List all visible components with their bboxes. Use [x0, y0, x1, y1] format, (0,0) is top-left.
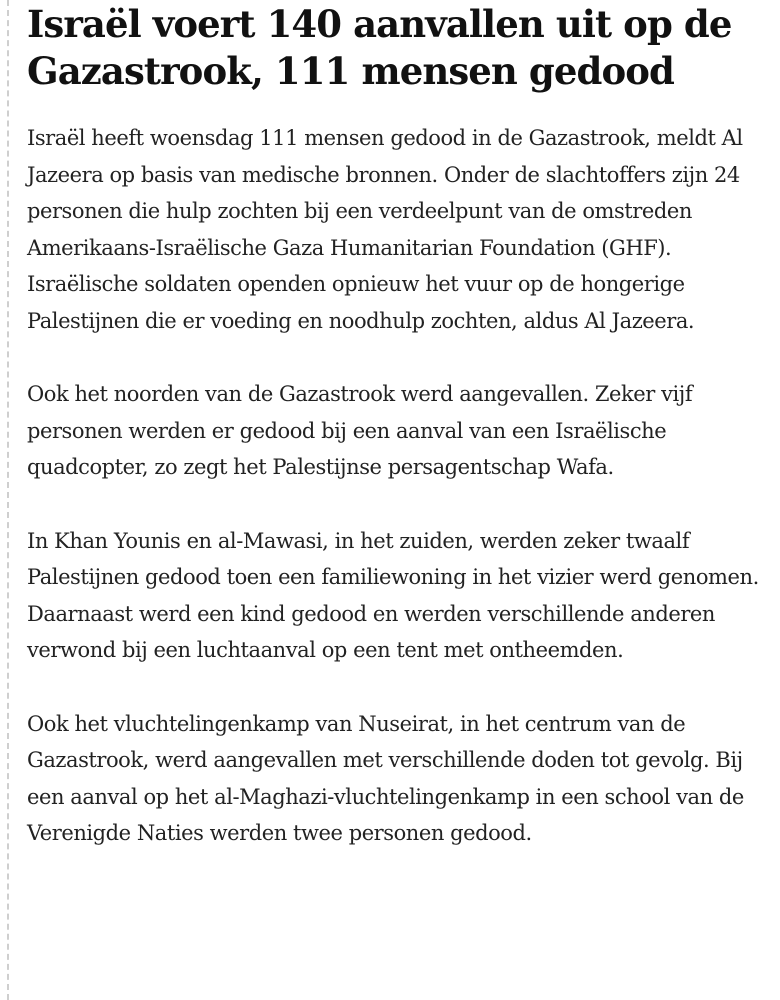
- left-dashed-border: [7, 0, 9, 1000]
- article-paragraph-2: Ook het noorden van de Gazastrook werd aangevallen. Zeker vijf personen werden er gedood bij een aanval van een Israëlische quadcopter, zo zegt het Palestijnse persagentschap Wafa.: [27, 382, 693, 479]
- article-paragraph-4: Ook het vluchtelingenkamp van Nuseirat, in het centrum van de Gazastrook, werd aangevallen met verschillende doden tot gevolg. Bij een aanval op het al-Maghazi-vluchtelingenkamp in een school van de Verenigde Naties werden twee personen gedood.: [27, 711, 744, 845]
- news-article: [27, 0, 767, 852]
- article-paragraph-3: In Khan Younis en al-Mawasi, in het zuiden, werden zeker twaalf Palestijnen gedood toen een familiewoning in het vizier werd genomen. Daarnaast werd een kind gedood en werden verschillende anderen verwond bij een luchtaanval op een tent met ontheemden.: [27, 528, 759, 662]
- article-paragraph-1: Israël heeft woensdag 111 mensen gedood in de Gazastrook, meldt Al Jazeera op basis van medische bronnen. Onder de slachtoffers zijn 24 personen die hulp zochten bij een verdeelpunt van de omstreden Amerikaans-Israëlische Gaza Humanitarian Foundation (GHF). Israëlische soldaten openden opnieuw het vuur op de hongerige Palestijnen die er voeding en noodhulp zochten, aldus Al Jazeera.: [27, 126, 743, 333]
- article-headline: Israël voert 140 aanvallen uit op de Gazastrook, 111 mensen gedood: [27, 2, 732, 93]
